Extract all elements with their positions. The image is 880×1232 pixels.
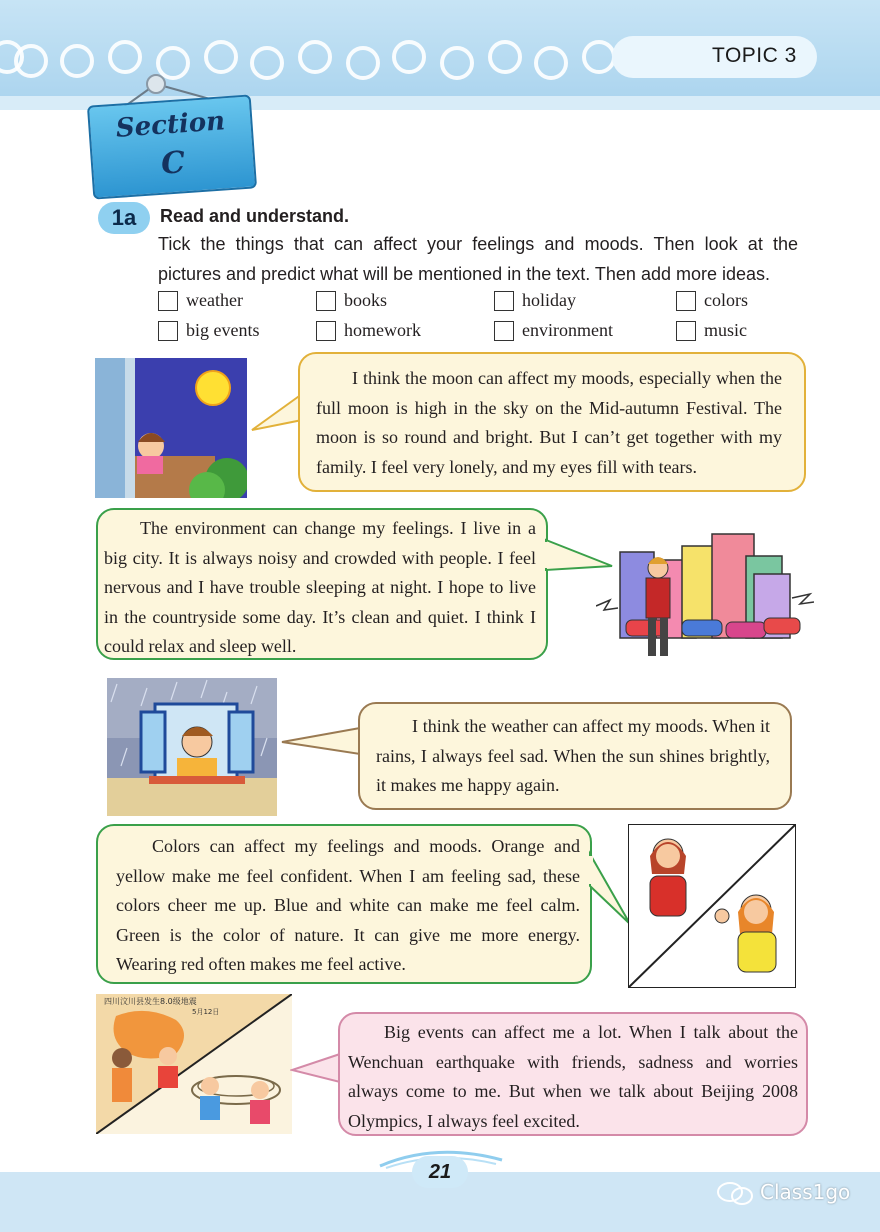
checkbox[interactable] [316,291,336,311]
bubble-tail [290,1050,342,1086]
task-badge: 1a [98,202,150,234]
checkbox[interactable] [494,321,514,341]
colors-text: Colors can affect my feelings and moods. Orange and yellow make me feel confident. When I am feeling sad, these colors cheer me up. Blue and white can make me feel calm. Green is the color of nature. It can give me more energy. Wearing red often makes me feel active. [116,836,580,974]
option-music[interactable]: music [676,320,747,341]
section-tag [87,94,257,199]
option-environment[interactable]: environment [494,320,613,341]
checkbox[interactable] [316,321,336,341]
checkbox[interactable] [158,321,178,341]
bubble-tail [250,390,304,434]
environment-text-bubble [96,508,548,660]
moon-text: I think the moon can affect my moods, especially when the full moon is high in the sky on the Mid-autumn Festival. The moon is so round and bright. But I can’t get together with my family. I feel very lonely, and my eyes fill with tears. [316,368,782,477]
checkbox[interactable] [676,321,696,341]
big-events-picture [96,994,292,1134]
events-text-bubble [338,1012,808,1136]
weather-text-bubble [358,702,792,810]
option-big-events[interactable]: big events [158,320,260,341]
bubble-tail [280,724,362,758]
option-books[interactable]: books [316,290,387,311]
weather-text: I think the weather can affect my moods. When it rains, I always feel sad. When the sun shines brightly, it makes me happy again. [376,716,770,795]
rainy-window-picture [107,678,277,816]
option-weather[interactable]: weather [158,290,243,311]
earthquake-map-date: 5月12日 [192,1008,220,1016]
bubble-tail [588,850,632,928]
section-letter: C [160,145,187,182]
colors-text-bubble [96,824,592,984]
topic-label: TOPIC 3 [712,44,797,67]
option-homework[interactable]: homework [316,320,421,341]
checkbox[interactable] [494,291,514,311]
environment-text: The environment can change my feelings. I live in a big city. It is always noisy and crowded with people. I feel nervous and I have trouble sleeping at night. I hope to live in the countryside some day. It’s clean and quiet. I think I could relax and sleep well. [104,518,536,656]
page-number: 21 [412,1156,468,1188]
moon-text-bubble [298,352,806,492]
two-girls-picture [628,824,796,988]
task-title: Read and understand. [160,206,350,226]
moon-girl-picture [95,358,247,498]
earthquake-map-title: 四川汶川县发生8.0级地震 [104,997,197,1006]
city-boy-picture [596,528,814,662]
checkbox[interactable] [676,291,696,311]
watermark-text: Class1go [760,1180,851,1204]
events-text: Big events can affect me a lot. When I talk about the Wenchuan earthquake with friends, sadness and worries always come to me. But when we talk about Beijing 2008 Olympics, I always feel excited. [348,1022,798,1131]
option-holiday[interactable]: holiday [494,290,576,311]
option-colors[interactable]: colors [676,290,748,311]
task-instruction: Tick the things that can affect your feelings and moods. Then look at the pictures and predict what will be mentioned in the text. Then add more ideas. [158,234,798,284]
wechat-icon [716,1180,756,1206]
checkbox[interactable] [158,291,178,311]
section-word: Section [114,106,227,144]
